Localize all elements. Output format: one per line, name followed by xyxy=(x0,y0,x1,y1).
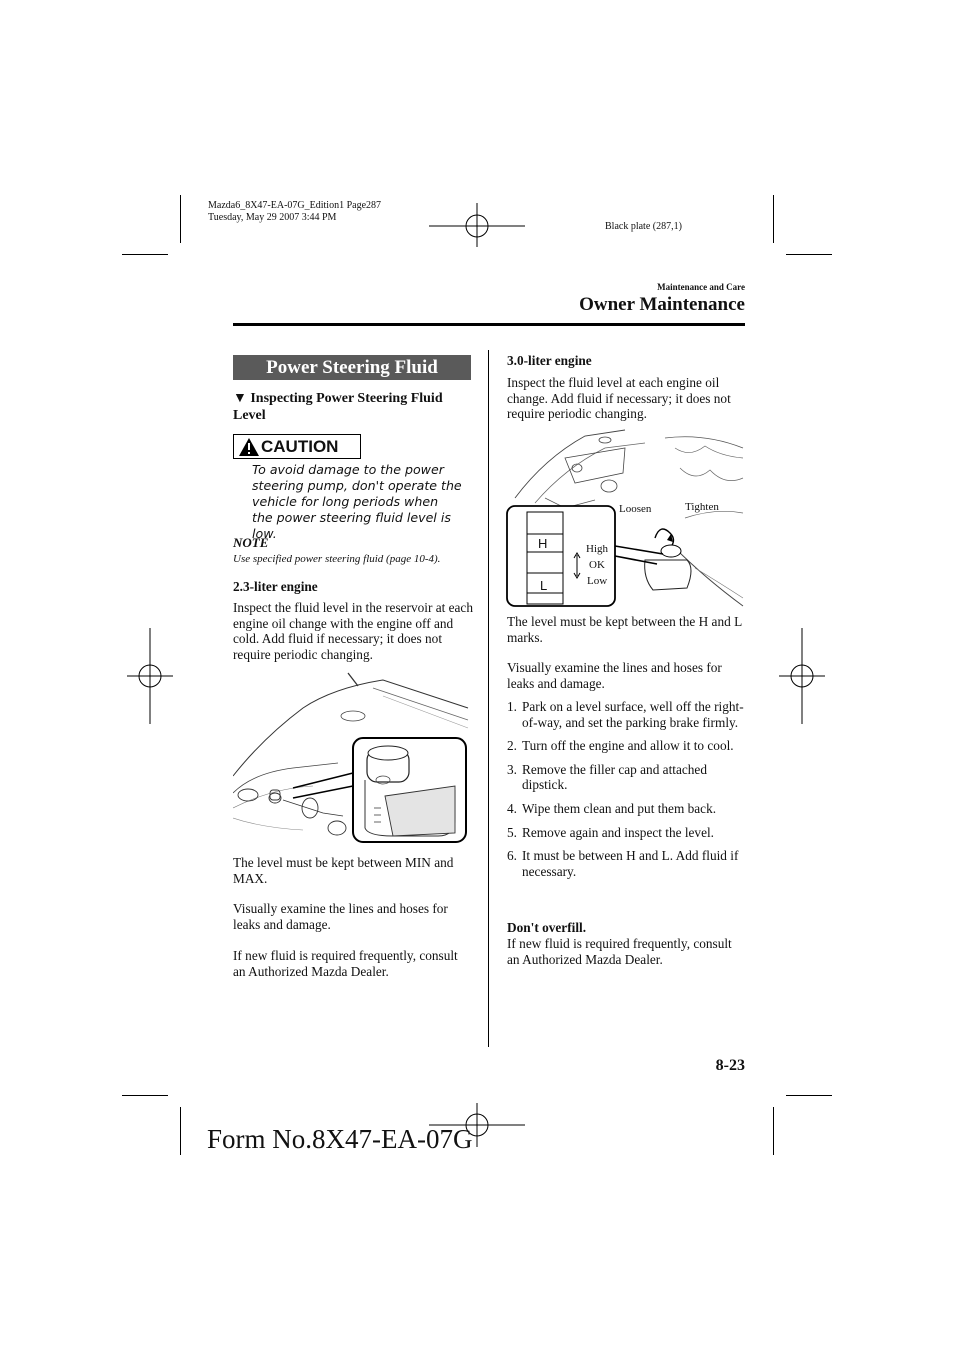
caution-text: To avoid damage to the power steering pump, don't operate the vehicle for long periods when the power steering fluid level is low. xyxy=(252,462,462,541)
list-item xyxy=(507,762,747,793)
crop-mark xyxy=(786,254,832,255)
registration-mark-right xyxy=(779,628,825,724)
triangle-down-icon: ▼ xyxy=(233,391,247,406)
note-text: Use specified power steering fluid (page 10-4). xyxy=(233,553,441,565)
subsection-heading xyxy=(233,390,473,424)
step-text: It must be between H and L. Add fluid if necessary. xyxy=(522,848,739,879)
registration-mark-left xyxy=(127,628,173,724)
form-number: Form No.8X47-EA-07G xyxy=(207,1124,473,1154)
list-item xyxy=(507,699,747,730)
step-text: Remove the filler cap and attached dipstick. xyxy=(522,761,707,793)
loosen-label: Loosen xyxy=(619,503,652,515)
engine-30-paragraph: Inspect the fluid level at each engine oil change. Add fluid if necessary; it does not require periodic changing. xyxy=(507,375,731,422)
print-file-line1: Mazda6_8X47-EA-07G_Edition1 Page287 xyxy=(208,200,382,211)
crop-mark xyxy=(180,1107,181,1155)
engine-30-illustration xyxy=(505,428,745,608)
tighten-label: Tighten xyxy=(685,501,719,513)
dont-overfill-heading: Don't overfill. xyxy=(507,920,587,935)
step-text: Turn off the engine and allow it to cool. xyxy=(522,738,734,754)
caution-label: CAUTION xyxy=(261,437,339,456)
right-examine-paragraph: Visually examine the lines and hoses for leaks and damage. xyxy=(507,660,722,691)
engine-23-illustration xyxy=(233,668,473,848)
list-item xyxy=(507,801,747,817)
black-plate-label: Black plate (287,1) xyxy=(605,221,682,232)
engine-23-paragraph: Inspect the fluid level in the reservoir at each engine oil change with the engine off and cold. Add fluid if necessary; it does not require periodic changing. xyxy=(233,600,473,662)
header-rule xyxy=(233,323,745,326)
inspection-steps-list xyxy=(507,699,747,887)
print-file-info xyxy=(208,200,381,224)
crop-mark xyxy=(773,195,774,243)
crop-mark xyxy=(786,1095,832,1096)
step-number: 4. xyxy=(507,800,517,816)
note-title: NOTE xyxy=(233,535,269,550)
registration-mark-top xyxy=(429,203,525,247)
crop-mark xyxy=(122,254,168,255)
subsection-title: Inspecting Power Steering Fluid Level xyxy=(233,391,443,423)
dipstick-l-label: L xyxy=(540,578,548,593)
page-number: 8-23 xyxy=(715,1057,745,1074)
high-label: High xyxy=(586,543,608,555)
crop-mark xyxy=(180,195,181,243)
step-number: 5. xyxy=(507,824,517,840)
left-level-paragraph: The level must be kept between MIN and MAX. xyxy=(233,855,454,886)
left-dealer-paragraph: If new fluid is required frequently, consult an Authorized Mazda Dealer. xyxy=(233,948,458,979)
crop-mark xyxy=(122,1095,168,1096)
warning-triangle-icon xyxy=(238,437,260,457)
dipstick-h-label: H xyxy=(538,536,548,551)
step-number: 6. xyxy=(507,848,517,864)
right-level-paragraph: The level must be kept between the H and L marks. xyxy=(507,614,742,645)
step-text: Wipe them clean and put them back. xyxy=(522,800,717,816)
list-item xyxy=(507,738,747,754)
step-text: Park on a level surface, well off the right-of-way, and set the parking brake firmly. xyxy=(522,699,744,730)
low-label: Low xyxy=(587,575,608,587)
caution-label-box xyxy=(233,434,361,459)
engine-30-heading: 3.0-liter engine xyxy=(507,353,592,368)
list-item xyxy=(507,825,747,841)
print-file-line2: Tuesday, May 29 2007 3:44 PM xyxy=(208,212,337,223)
crop-mark xyxy=(773,1107,774,1155)
chapter-title: Maintenance and Care xyxy=(657,282,745,292)
left-examine-paragraph: Visually examine the lines and hoses for leaks and damage. xyxy=(233,901,448,932)
column-divider xyxy=(488,350,489,1047)
engine-23-heading: 2.3-liter engine xyxy=(233,579,318,594)
list-item xyxy=(507,848,747,879)
step-number: 1. xyxy=(507,699,517,714)
ok-label: OK xyxy=(589,559,605,571)
right-dealer-paragraph: If new fluid is required frequently, consult an Authorized Mazda Dealer. xyxy=(507,936,732,967)
page-title: Power Steering Fluid xyxy=(233,355,471,380)
step-number: 3. xyxy=(507,761,517,777)
step-number: 2. xyxy=(507,738,517,754)
step-text: Remove again and inspect the level. xyxy=(522,824,714,840)
section-title: Owner Maintenance xyxy=(579,294,745,315)
